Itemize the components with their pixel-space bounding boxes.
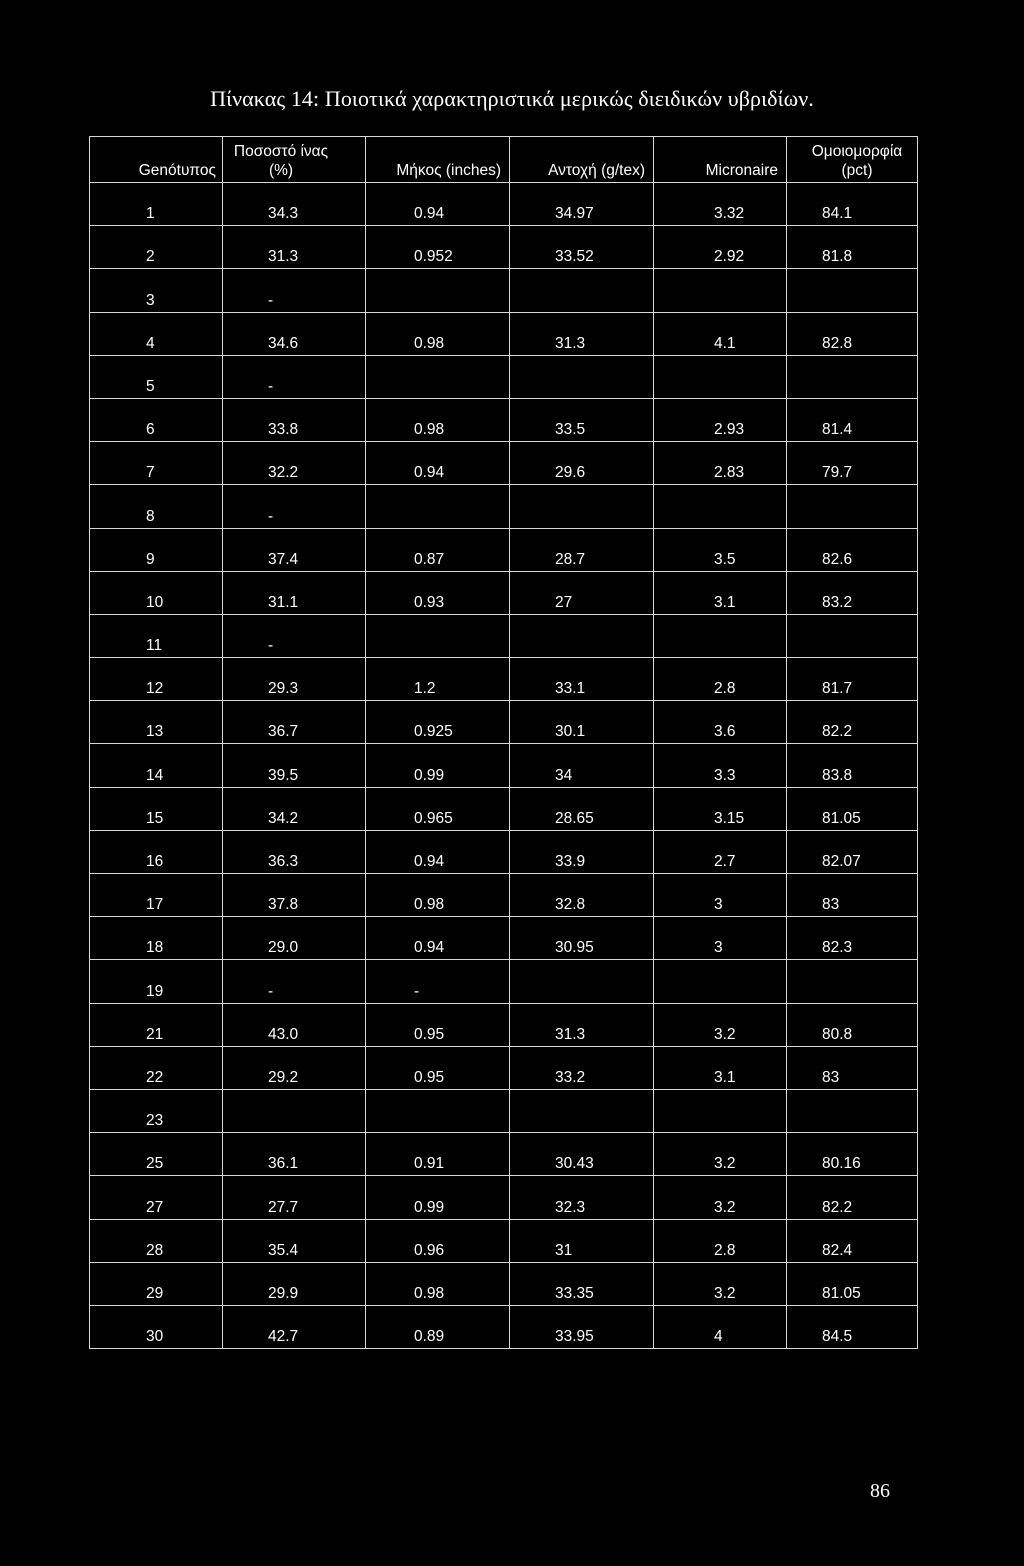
- header-strength: Αντοχή (g/tex): [510, 137, 654, 183]
- table-row: [90, 1089, 918, 1132]
- header-length: Μήκος (inches): [366, 137, 510, 183]
- cell-length: 0.98: [366, 398, 510, 441]
- cell-uniformity: 81.05: [787, 1262, 918, 1305]
- cell-strength: 31.3: [510, 312, 654, 355]
- cell-length: 0.95: [366, 1046, 510, 1089]
- cell-length: 0.925: [366, 701, 510, 744]
- cell-strength: [510, 960, 654, 1003]
- table-row: [90, 917, 918, 960]
- cell-micronaire: 2.83: [654, 442, 787, 485]
- table-row: [90, 830, 918, 873]
- cell-micronaire: 4.1: [654, 312, 787, 355]
- cell-fiber-percent: -: [223, 355, 366, 398]
- table-row: [90, 571, 918, 614]
- cell-micronaire: 3.2: [654, 1003, 787, 1046]
- cell-fiber-percent: -: [223, 485, 366, 528]
- cell-uniformity: 83: [787, 874, 918, 917]
- cell-micronaire: 2.92: [654, 226, 787, 269]
- cell-strength: 33.5: [510, 398, 654, 441]
- cell-length: [366, 614, 510, 657]
- table-row: [90, 658, 918, 701]
- cell-genotype: 7: [90, 442, 223, 485]
- cell-strength: 33.9: [510, 830, 654, 873]
- cell-genotype: 3: [90, 269, 223, 312]
- cell-micronaire: [654, 269, 787, 312]
- cell-length: 0.96: [366, 1219, 510, 1262]
- cell-genotype: 10: [90, 571, 223, 614]
- cell-genotype: 2: [90, 226, 223, 269]
- cell-uniformity: 82.07: [787, 830, 918, 873]
- cell-length: 0.94: [366, 442, 510, 485]
- cell-strength: 30.43: [510, 1133, 654, 1176]
- table-row: [90, 355, 918, 398]
- cell-fiber-percent: 43.0: [223, 1003, 366, 1046]
- cell-micronaire: 4: [654, 1305, 787, 1348]
- cell-uniformity: [787, 614, 918, 657]
- cell-strength: [510, 1089, 654, 1132]
- cell-fiber-percent: 37.4: [223, 528, 366, 571]
- cell-fiber-percent: [223, 1089, 366, 1132]
- cell-uniformity: 82.4: [787, 1219, 918, 1262]
- cell-uniformity: 81.05: [787, 787, 918, 830]
- cell-micronaire: 3.6: [654, 701, 787, 744]
- cell-strength: 28.65: [510, 787, 654, 830]
- cell-length: 0.99: [366, 1176, 510, 1219]
- cell-length: [366, 355, 510, 398]
- cell-length: 0.98: [366, 312, 510, 355]
- cell-genotype: 16: [90, 830, 223, 873]
- cell-strength: [510, 485, 654, 528]
- cell-strength: 33.52: [510, 226, 654, 269]
- cell-length: 0.98: [366, 1262, 510, 1305]
- page-number: 86: [870, 1480, 890, 1502]
- cell-fiber-percent: 36.1: [223, 1133, 366, 1176]
- table-row: [90, 226, 918, 269]
- cell-micronaire: 3.1: [654, 1046, 787, 1089]
- cell-micronaire: [654, 960, 787, 1003]
- table-row: [90, 787, 918, 830]
- cell-genotype: 29: [90, 1262, 223, 1305]
- cell-strength: [510, 355, 654, 398]
- cell-genotype: 15: [90, 787, 223, 830]
- cell-genotype: 14: [90, 744, 223, 787]
- cell-strength: 32.8: [510, 874, 654, 917]
- cell-fiber-percent: 35.4: [223, 1219, 366, 1262]
- cell-micronaire: 3.5: [654, 528, 787, 571]
- cell-micronaire: [654, 614, 787, 657]
- cell-strength: 27: [510, 571, 654, 614]
- cell-micronaire: [654, 485, 787, 528]
- cell-fiber-percent: -: [223, 269, 366, 312]
- table-row: [90, 1305, 918, 1348]
- table-body: [90, 183, 918, 1349]
- table-row: [90, 269, 918, 312]
- cell-genotype: 13: [90, 701, 223, 744]
- cell-uniformity: 82.6: [787, 528, 918, 571]
- cell-genotype: 12: [90, 658, 223, 701]
- cell-genotype: 8: [90, 485, 223, 528]
- cell-uniformity: [787, 485, 918, 528]
- table-row: [90, 398, 918, 441]
- cell-fiber-percent: 36.3: [223, 830, 366, 873]
- cell-uniformity: 84.1: [787, 183, 918, 226]
- cell-fiber-percent: 37.8: [223, 874, 366, 917]
- cell-fiber-percent: 31.1: [223, 571, 366, 614]
- cell-fiber-percent: 29.9: [223, 1262, 366, 1305]
- cell-strength: 33.2: [510, 1046, 654, 1089]
- cell-uniformity: [787, 355, 918, 398]
- cell-micronaire: 3.2: [654, 1133, 787, 1176]
- table-row: [90, 701, 918, 744]
- table-row: [90, 442, 918, 485]
- table-row: [90, 485, 918, 528]
- table-header-row: [90, 137, 918, 183]
- cell-length: 0.98: [366, 874, 510, 917]
- cell-fiber-percent: 34.6: [223, 312, 366, 355]
- cell-length: 1.2: [366, 658, 510, 701]
- cell-uniformity: 81.4: [787, 398, 918, 441]
- cell-fiber-percent: 27.7: [223, 1176, 366, 1219]
- cell-genotype: 5: [90, 355, 223, 398]
- cell-strength: [510, 269, 654, 312]
- cell-micronaire: 2.7: [654, 830, 787, 873]
- cell-length: [366, 1089, 510, 1132]
- hybrid-quality-table: [89, 136, 918, 1349]
- cell-uniformity: 79.7: [787, 442, 918, 485]
- cell-strength: 33.95: [510, 1305, 654, 1348]
- cell-uniformity: 82.2: [787, 1176, 918, 1219]
- cell-uniformity: 80.16: [787, 1133, 918, 1176]
- table-caption: Πίνακας 14: Ποιοτικά χαρακτηριστικά μερικώς διειδικών υβριδίων.: [210, 86, 814, 111]
- cell-length: 0.99: [366, 744, 510, 787]
- cell-strength: 30.95: [510, 917, 654, 960]
- cell-strength: 31: [510, 1219, 654, 1262]
- cell-micronaire: 3.2: [654, 1176, 787, 1219]
- cell-length: 0.95: [366, 1003, 510, 1046]
- cell-genotype: 1: [90, 183, 223, 226]
- cell-micronaire: 3.3: [654, 744, 787, 787]
- cell-genotype: 4: [90, 312, 223, 355]
- header-uniformity: Ομοιομορφία (pct): [787, 137, 918, 183]
- cell-micronaire: [654, 1089, 787, 1132]
- cell-micronaire: [654, 355, 787, 398]
- cell-micronaire: 3.2: [654, 1262, 787, 1305]
- table-row: [90, 960, 918, 1003]
- table-row: [90, 1176, 918, 1219]
- cell-length: 0.91: [366, 1133, 510, 1176]
- cell-uniformity: 83.8: [787, 744, 918, 787]
- cell-fiber-percent: 34.3: [223, 183, 366, 226]
- cell-fiber-percent: 29.0: [223, 917, 366, 960]
- cell-genotype: 22: [90, 1046, 223, 1089]
- cell-strength: 30.1: [510, 701, 654, 744]
- cell-fiber-percent: 34.2: [223, 787, 366, 830]
- cell-micronaire: 3.15: [654, 787, 787, 830]
- cell-strength: 31.3: [510, 1003, 654, 1046]
- cell-length: [366, 485, 510, 528]
- cell-micronaire: 3: [654, 874, 787, 917]
- cell-uniformity: 81.7: [787, 658, 918, 701]
- cell-genotype: 28: [90, 1219, 223, 1262]
- cell-genotype: 23: [90, 1089, 223, 1132]
- cell-length: -: [366, 960, 510, 1003]
- table-row: [90, 1262, 918, 1305]
- cell-strength: 28.7: [510, 528, 654, 571]
- cell-uniformity: 80.8: [787, 1003, 918, 1046]
- cell-uniformity: 84.5: [787, 1305, 918, 1348]
- cell-strength: [510, 614, 654, 657]
- cell-strength: 34: [510, 744, 654, 787]
- header-genotype: Genótυπος: [90, 137, 223, 183]
- cell-fiber-percent: 36.7: [223, 701, 366, 744]
- table-row: [90, 1003, 918, 1046]
- cell-genotype: 25: [90, 1133, 223, 1176]
- cell-fiber-percent: -: [223, 960, 366, 1003]
- cell-length: 0.87: [366, 528, 510, 571]
- cell-genotype: 27: [90, 1176, 223, 1219]
- cell-uniformity: [787, 269, 918, 312]
- cell-uniformity: 81.8: [787, 226, 918, 269]
- header-fiber-percent: Ποσοστό ίνας (%): [223, 137, 366, 183]
- cell-length: 0.94: [366, 183, 510, 226]
- cell-genotype: 11: [90, 614, 223, 657]
- cell-strength: 32.3: [510, 1176, 654, 1219]
- header-micronaire: Micronaire: [654, 137, 787, 183]
- table-row: [90, 1133, 918, 1176]
- cell-uniformity: 83: [787, 1046, 918, 1089]
- cell-length: 0.94: [366, 830, 510, 873]
- cell-genotype: 17: [90, 874, 223, 917]
- cell-uniformity: [787, 960, 918, 1003]
- cell-length: 0.965: [366, 787, 510, 830]
- table-row: [90, 1219, 918, 1262]
- cell-fiber-percent: 31.3: [223, 226, 366, 269]
- cell-genotype: 6: [90, 398, 223, 441]
- cell-genotype: 21: [90, 1003, 223, 1046]
- cell-fiber-percent: 29.3: [223, 658, 366, 701]
- cell-fiber-percent: -: [223, 614, 366, 657]
- cell-genotype: 19: [90, 960, 223, 1003]
- table-row: [90, 614, 918, 657]
- cell-strength: 33.1: [510, 658, 654, 701]
- cell-strength: 29.6: [510, 442, 654, 485]
- cell-micronaire: 3.1: [654, 571, 787, 614]
- table-row: [90, 744, 918, 787]
- cell-fiber-percent: 39.5: [223, 744, 366, 787]
- cell-uniformity: 82.2: [787, 701, 918, 744]
- table-row: [90, 183, 918, 226]
- cell-uniformity: 82.3: [787, 917, 918, 960]
- cell-micronaire: 3: [654, 917, 787, 960]
- cell-micronaire: 2.8: [654, 658, 787, 701]
- cell-length: 0.89: [366, 1305, 510, 1348]
- cell-strength: 34.97: [510, 183, 654, 226]
- cell-micronaire: 2.8: [654, 1219, 787, 1262]
- cell-length: 0.94: [366, 917, 510, 960]
- cell-length: 0.93: [366, 571, 510, 614]
- cell-micronaire: 2.93: [654, 398, 787, 441]
- cell-uniformity: [787, 1089, 918, 1132]
- cell-length: [366, 269, 510, 312]
- cell-genotype: 30: [90, 1305, 223, 1348]
- cell-uniformity: 82.8: [787, 312, 918, 355]
- table-row: [90, 1046, 918, 1089]
- cell-genotype: 18: [90, 917, 223, 960]
- cell-genotype: 9: [90, 528, 223, 571]
- cell-fiber-percent: 42.7: [223, 1305, 366, 1348]
- table-row: [90, 312, 918, 355]
- cell-length: 0.952: [366, 226, 510, 269]
- table-row: [90, 874, 918, 917]
- cell-uniformity: 83.2: [787, 571, 918, 614]
- cell-micronaire: 3.32: [654, 183, 787, 226]
- cell-fiber-percent: 32.2: [223, 442, 366, 485]
- cell-fiber-percent: 29.2: [223, 1046, 366, 1089]
- cell-strength: 33.35: [510, 1262, 654, 1305]
- table-row: [90, 528, 918, 571]
- cell-fiber-percent: 33.8: [223, 398, 366, 441]
